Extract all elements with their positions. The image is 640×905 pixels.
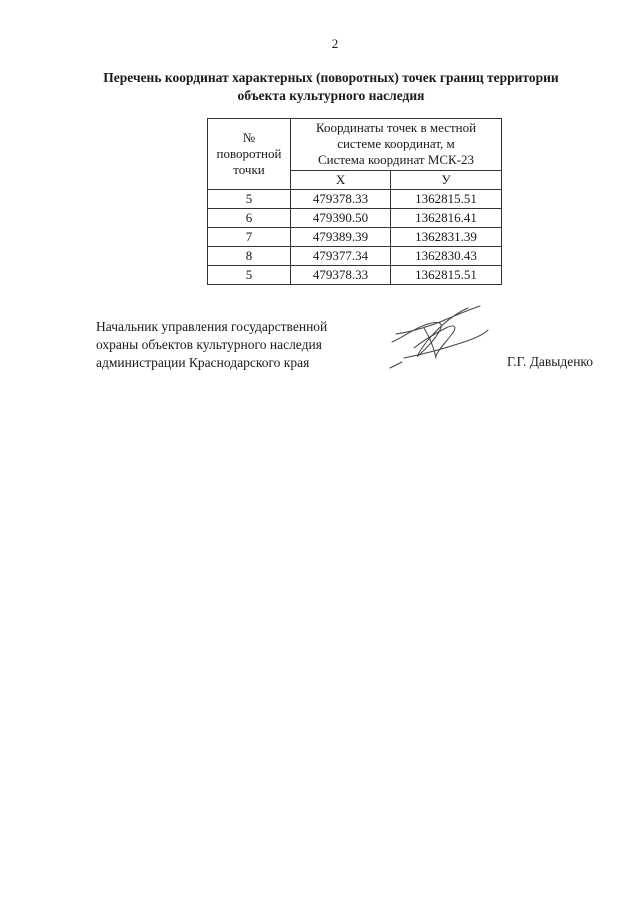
page-number: 2: [331, 36, 339, 51]
header-point-number: № поворотной точки: [208, 119, 291, 190]
document-title: [96, 69, 566, 105]
cell-x: 479389.39: [291, 228, 391, 247]
cell-point: 6: [208, 209, 291, 228]
position-line-3: администрации Краснодарского края: [96, 355, 310, 370]
cell-x: 479378.33: [291, 190, 391, 209]
title-line-1: Перечень координат характерных (поворотных) точек границ территории: [103, 70, 559, 85]
header-y: У: [391, 171, 502, 190]
table-row: [208, 190, 502, 209]
table-row: [208, 247, 502, 266]
cell-y: 1362815.51: [391, 190, 502, 209]
header-x: Х: [291, 171, 391, 190]
signer-name: Г.Г. Давыденко: [507, 354, 594, 369]
cell-y: 1362831.39: [391, 228, 502, 247]
table-row: [208, 209, 502, 228]
cell-x: 479378.33: [291, 266, 391, 285]
table-row: [208, 228, 502, 247]
coordinates-table: [207, 118, 502, 285]
cell-point: 8: [208, 247, 291, 266]
cell-x: 479377.34: [291, 247, 391, 266]
cell-point: 5: [208, 266, 291, 285]
handwritten-signature: [384, 298, 494, 370]
cell-y: 1362830.43: [391, 247, 502, 266]
cell-point: 7: [208, 228, 291, 247]
position-line-1: Начальник управления государственной: [96, 319, 328, 334]
table-row: [208, 266, 502, 285]
title-line-2: объекта культурного наследия: [237, 88, 425, 103]
cell-x: 479390.50: [291, 209, 391, 228]
cell-point: 5: [208, 190, 291, 209]
header-coordinates: Координаты точек в местной системе координат, м Система координат МСК-23: [291, 119, 502, 171]
signer-position: [96, 318, 327, 372]
position-line-2: охраны объектов культурного наследия: [96, 337, 322, 352]
cell-y: 1362816.41: [391, 209, 502, 228]
table-header-row: [208, 119, 502, 171]
cell-y: 1362815.51: [391, 266, 502, 285]
